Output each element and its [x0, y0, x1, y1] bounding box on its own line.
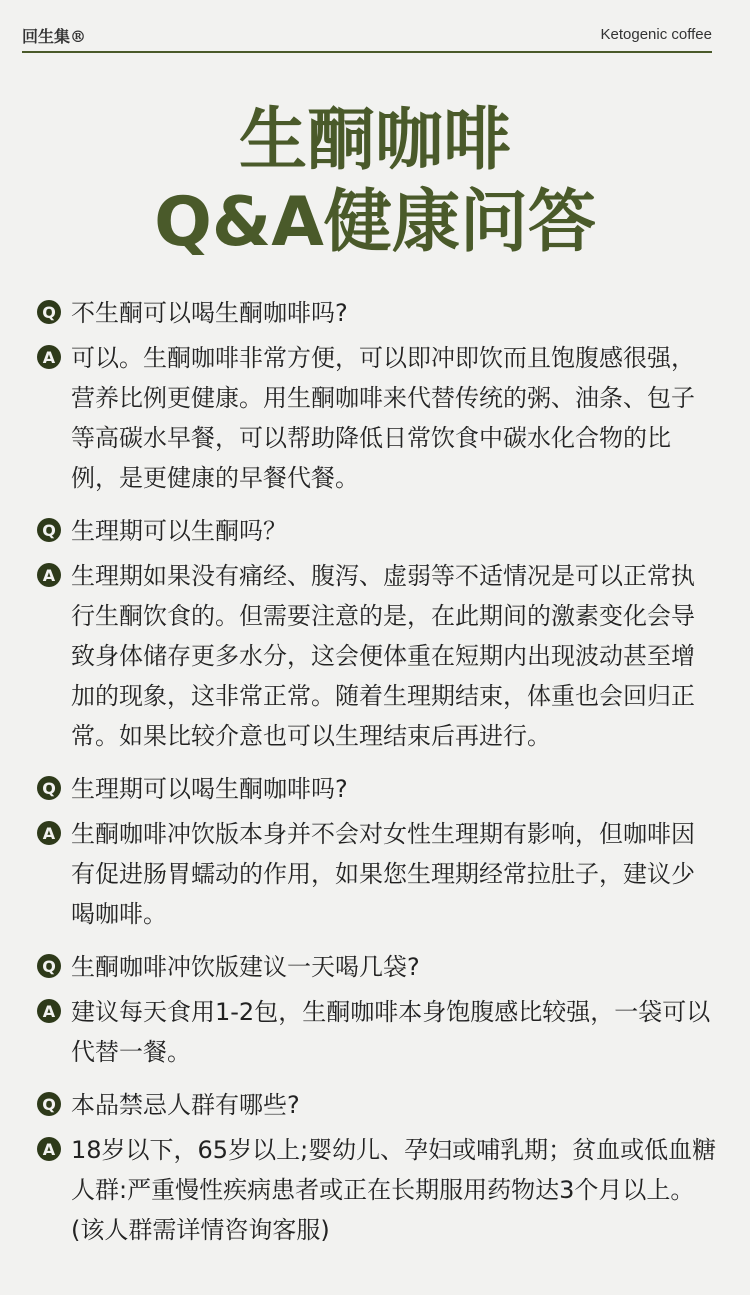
answer-text: 生理期如果没有痛经、腹泻、虚弱等不适情况是可以正常执行生酮饮食的。但需要注意的是，在此期间的激素变化会导致身体储存更多水分，这会便体重在短期内出现波动甚至增加的现象，这非常正常。随着生理期结束，体重也会回归正常。如果比较介意也可以生理结束后再进行。 — [71, 562, 695, 750]
answer-text: 建议每天食用1-2包，生酮咖啡本身饱腹感比较强，一袋可以代替一餐。 — [71, 998, 711, 1066]
question-text: 不生酮可以喝生酮咖啡吗? — [71, 299, 348, 327]
answer-item — [37, 992, 717, 1072]
answer-text: 18岁以下，65岁以上;婴幼儿、孕妇或哺乳期；贫血或低血糖人群:严重慢性疾病患者或正在长期服用药物达3个月以上。(该人群需详情咨询客服) — [71, 1136, 717, 1244]
q-badge-icon: Q — [37, 518, 61, 542]
q-badge-icon: Q — [37, 300, 61, 324]
answer-item — [37, 1130, 717, 1250]
a-badge-icon: A — [37, 999, 61, 1023]
a-badge-icon: A — [37, 821, 61, 845]
question-text: 本品禁忌人群有哪些? — [71, 1091, 300, 1119]
q-badge-icon: Q — [37, 1092, 61, 1116]
q-badge-icon: Q — [37, 954, 61, 978]
a-badge-icon: A — [37, 345, 61, 369]
question-item — [37, 947, 717, 987]
a-badge-icon: A — [37, 1137, 61, 1161]
answer-item — [37, 556, 717, 756]
a-badge-icon: A — [37, 563, 61, 587]
title-line-1: 生酮咖啡 — [238, 101, 511, 180]
answer-text: 可以。生酮咖啡非常方便，可以即冲即饮而且饱腹感很强，营养比例更健康。用生酮咖啡来代替传统的粥、油条、包子等高碳水早餐，可以帮助降低日常饮食中碳水化合物的比例，是更健康的早餐代餐。 — [71, 344, 695, 492]
question-item — [37, 1085, 717, 1125]
question-text: 生理期可以生酮吗？ — [71, 517, 287, 545]
brand-logo: 回生集® — [22, 27, 87, 46]
question-item — [37, 769, 717, 809]
q-badge-icon: Q — [37, 776, 61, 800]
question-item — [37, 293, 717, 333]
answer-item — [37, 814, 717, 934]
question-item — [37, 511, 717, 551]
header — [22, 22, 712, 52]
tagline: Ketogenic coffee — [600, 26, 712, 43]
question-text: 生酮咖啡冲饮版建议一天喝几袋? — [71, 953, 420, 981]
title-line-2: Q&A健康问答 — [154, 183, 596, 262]
page-title — [0, 100, 750, 264]
question-text: 生理期可以喝生酮咖啡吗? — [71, 775, 348, 803]
answer-item — [37, 338, 717, 498]
answer-text: 生酮咖啡冲饮版本身并不会对女性生理期有影响，但咖啡因有促进肠胃蠕动的作用，如果您生理期经常拉肚子，建议少喝咖啡。 — [71, 820, 695, 928]
qa-list — [37, 293, 717, 1263]
header-divider — [22, 51, 712, 53]
